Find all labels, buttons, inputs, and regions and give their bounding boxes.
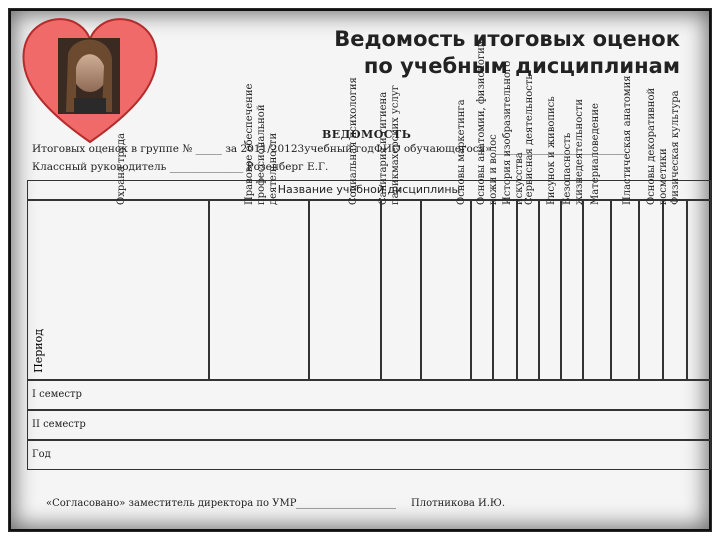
row-label: II семестр [32,419,86,430]
title-line-1: Ведомость итоговых оценок [334,27,680,51]
subject-label: Основы маркетинга [456,99,467,205]
title-line-2: по учебным дисциплинам [363,54,680,78]
subject-label: Санитария и гигиена парикмахерских услуг [378,85,401,205]
subject-label: Основы анатомии, физиологии кожи и волос [476,40,499,205]
signature-line: ____________________ [296,498,396,509]
subject-label: Пластическая анатомия [622,75,633,205]
subject-label: Материаловедение [590,103,601,205]
header-caption-text: Название учебной дисциплины [277,183,461,196]
footer [46,498,506,509]
group-text: Итоговых оценок в группе № _____ за 2011/20123учебный год [32,143,374,155]
subject-label: Охрана труда [116,133,127,205]
row-label: I семестр [32,389,82,400]
table-row [27,380,711,410]
subject-header [456,99,493,380]
subject-label: Социальная психология [348,77,359,205]
teacher-line: Классный руководитель ______________ Розенберг Е.Г. [32,161,329,173]
subject-label: Безопасность жизнедеятельности [562,98,585,205]
signer-name: Плотникова И.Ю. [411,498,506,509]
subject-label: Правовое обеспечение профессиональной деятельности [244,83,279,205]
subject-label: Основы декоративной косметики [646,87,669,205]
subject-label: Рисунок и живопись [546,96,557,205]
period-header [27,200,209,380]
subject-label: Сервисная деятельность [524,74,535,205]
subject-label: Физическая культура [670,90,681,205]
subject-header [670,90,711,380]
table-row [27,440,711,470]
row-label: Год [32,449,51,460]
period-label: Период [32,329,45,373]
agreed-text: «Согласовано» заместитель директора по УМР [46,498,297,509]
document-heading: ВЕДОМОСТЬ [322,128,412,141]
table-row [27,410,711,440]
subject-label: История изобразительного искусства [502,60,525,205]
student-name-label: ФИО обучающегося» _________________________ [374,143,627,155]
